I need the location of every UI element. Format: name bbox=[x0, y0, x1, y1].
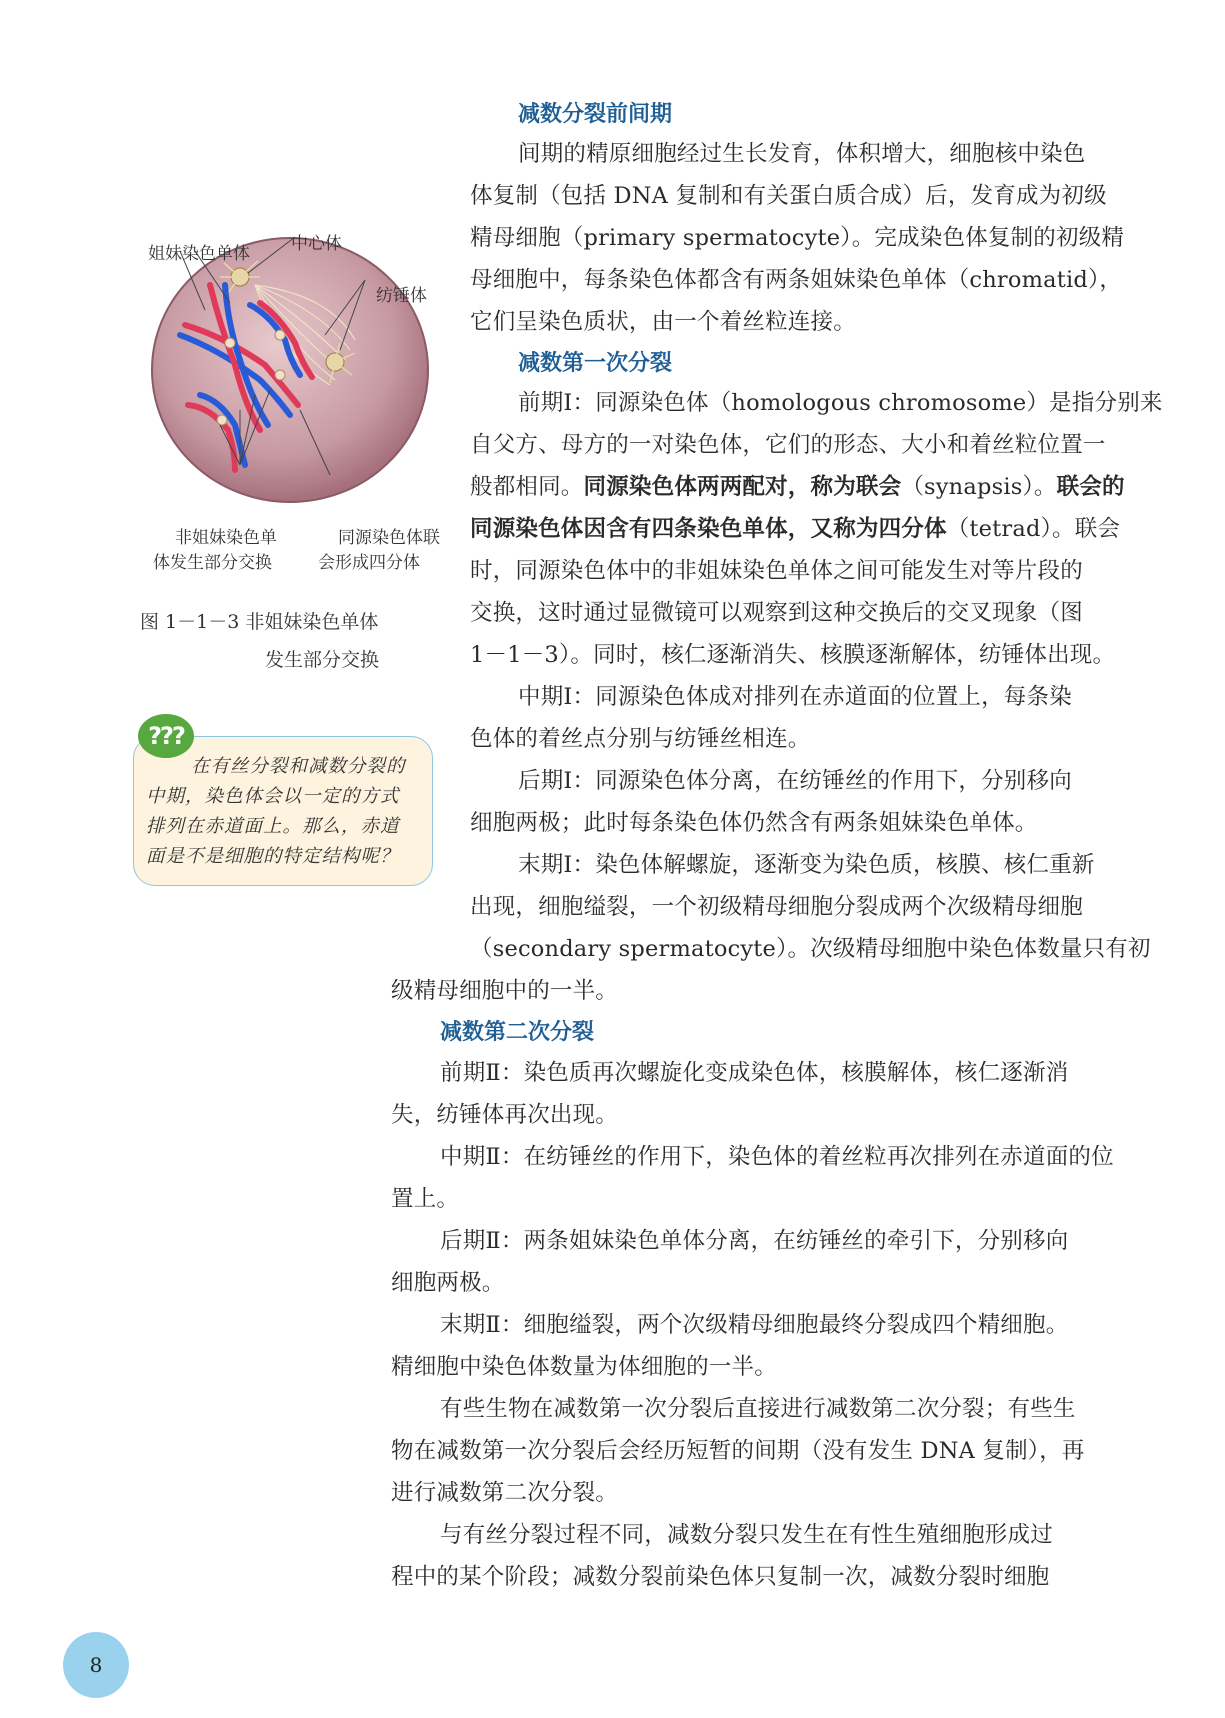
cell-body bbox=[152, 238, 428, 502]
text-line: 细胞两极；此时每条染色体仍然含有两条姐妹染色单体。 bbox=[470, 810, 1038, 836]
text-line: 程中的某个阶段；减数分裂前染色体只复制一次，减数分裂时细胞 bbox=[391, 1564, 1050, 1590]
text-line: 精母细胞（primary spermatocyte）。完成染色体复制的初级精 bbox=[470, 225, 1125, 251]
text-line: 体复制（包括 DNA 复制和有关蛋白质合成）后，发育成为初级 bbox=[470, 183, 1107, 209]
heading-interphase: 减数分裂前间期 bbox=[518, 102, 673, 127]
text-line: 自父方、母方的一对染色体，它们的形态、大小和着丝粒位置一 bbox=[470, 432, 1106, 458]
page-number: 8 bbox=[63, 1632, 129, 1698]
label-tetrad-2: 会形成四分体 bbox=[318, 553, 420, 573]
cell-drawing bbox=[140, 225, 440, 525]
text-line: （secondary spermatocyte）。次级精母细胞中染色体数量只有初 bbox=[470, 936, 1151, 962]
text-line-mixed bbox=[470, 514, 1120, 544]
text-line: 末期Ⅱ：细胞缢裂，两个次级精母细胞最终分裂成四个精细胞。 bbox=[440, 1312, 1069, 1338]
text-line: 交换，这时通过显微镜可以观察到这种交换后的交叉现象（图 bbox=[470, 600, 1083, 626]
label-crossover-1: 非姐妹染色单 bbox=[175, 528, 277, 548]
label-centrosome: 中心体 bbox=[291, 234, 342, 254]
text-line: 前期Ⅱ：染色质再次螺旋化变成染色体，核膜解体，核仁逐渐消 bbox=[440, 1060, 1069, 1086]
text-line: 级精母细胞中的一半。 bbox=[391, 978, 619, 1004]
text-line: 末期Ⅰ：染色体解螺旋，逐渐变为染色质，核膜、核仁重新 bbox=[518, 852, 1095, 878]
meiosis-cell-illustration bbox=[140, 225, 440, 529]
text-span: （synapsis）。 bbox=[901, 474, 1057, 500]
text-line: 精细胞中染色体数量为体细胞的一半。 bbox=[391, 1354, 777, 1380]
text-line: 中期Ⅱ：在纺锤丝的作用下，染色体的着丝粒再次排列在赤道面的位 bbox=[440, 1144, 1114, 1170]
think-line-1: 在有丝分裂和减数分裂的 bbox=[191, 756, 406, 777]
label-tetrad-1: 同源染色体联 bbox=[338, 528, 440, 548]
figure-caption-1: 图 1－1－3 非姐妹染色单体 bbox=[140, 611, 379, 633]
label-spindle: 纺锤体 bbox=[376, 286, 427, 306]
text-line: 间期的精原细胞经过生长发育，体积增大，细胞核中染色 bbox=[518, 141, 1086, 167]
text-line: 它们呈染色质状，由一个着丝粒连接。 bbox=[470, 309, 856, 335]
heading-meiosis-2: 减数第二次分裂 bbox=[440, 1020, 595, 1045]
text-line-mixed bbox=[470, 472, 1125, 502]
text-line: 出现，细胞缢裂，一个初级精母细胞分裂成两个次级精母细胞 bbox=[470, 894, 1083, 920]
think-line-3: 排列在赤道面上。那么，赤道 bbox=[146, 816, 400, 837]
text-line: 后期Ⅱ：两条姐妹染色单体分离，在纺锤丝的牵引下，分别移向 bbox=[440, 1228, 1069, 1254]
question-badge-icon: ??? bbox=[138, 714, 194, 758]
text-line: 进行减数第二次分裂。 bbox=[391, 1480, 619, 1506]
text-line: 失，纺锤体再次出现。 bbox=[391, 1102, 619, 1128]
think-line-4: 面是不是细胞的特定结构呢？ bbox=[146, 846, 400, 867]
text-line: 时，同源染色体中的非姐妹染色单体之间可能发生对等片段的 bbox=[470, 558, 1083, 584]
bold-term-tetrad: 同源染色体因含有四条染色单体，又称为四分体 bbox=[470, 516, 947, 542]
text-line: 与有丝分裂过程不同，减数分裂只发生在有性生殖细胞形成过 bbox=[440, 1522, 1053, 1548]
text-line: 有些生物在减数第一次分裂后直接进行减数第二次分裂；有些生 bbox=[440, 1396, 1076, 1422]
text-line: 后期Ⅰ：同源染色体分离，在纺锤丝的作用下，分别移向 bbox=[518, 768, 1072, 794]
text-line: 母细胞中，每条染色体都含有两条姐妹染色单体（chromatid）， bbox=[470, 267, 1123, 293]
text-line: 物在减数第一次分裂后会经历短暂的间期（没有发生 DNA 复制），再 bbox=[391, 1438, 1085, 1464]
text-line: 细胞两极。 bbox=[391, 1270, 505, 1296]
label-crossover-2: 体发生部分交换 bbox=[153, 553, 272, 573]
text-line: 前期Ⅰ：同源染色体（homologous chromosome）是指分别来 bbox=[518, 390, 1163, 416]
bold-term: 联会的 bbox=[1056, 474, 1125, 500]
text-span: 般都相同。 bbox=[470, 474, 584, 500]
bold-term-synapsis: 同源染色体两两配对，称为联会 bbox=[583, 474, 902, 500]
label-sister-chromatid: 姐妹染色单体 bbox=[148, 244, 250, 264]
heading-meiosis-1: 减数第一次分裂 bbox=[518, 351, 673, 376]
figure-caption-2: 发生部分交换 bbox=[265, 649, 380, 671]
text-line: 置上。 bbox=[391, 1186, 460, 1212]
think-line-2: 中期，染色体会以一定的方式 bbox=[146, 786, 400, 807]
text-line: 中期Ⅰ：同源染色体成对排列在赤道面的位置上，每条染 bbox=[518, 684, 1072, 710]
text-line: 1－1－3）。同时，核仁逐渐消失、核膜逐渐解体，纺锤体出现。 bbox=[470, 642, 1116, 668]
text-span: （tetrad）。联会 bbox=[946, 516, 1121, 542]
text-line: 色体的着丝点分别与纺锤丝相连。 bbox=[470, 726, 811, 752]
